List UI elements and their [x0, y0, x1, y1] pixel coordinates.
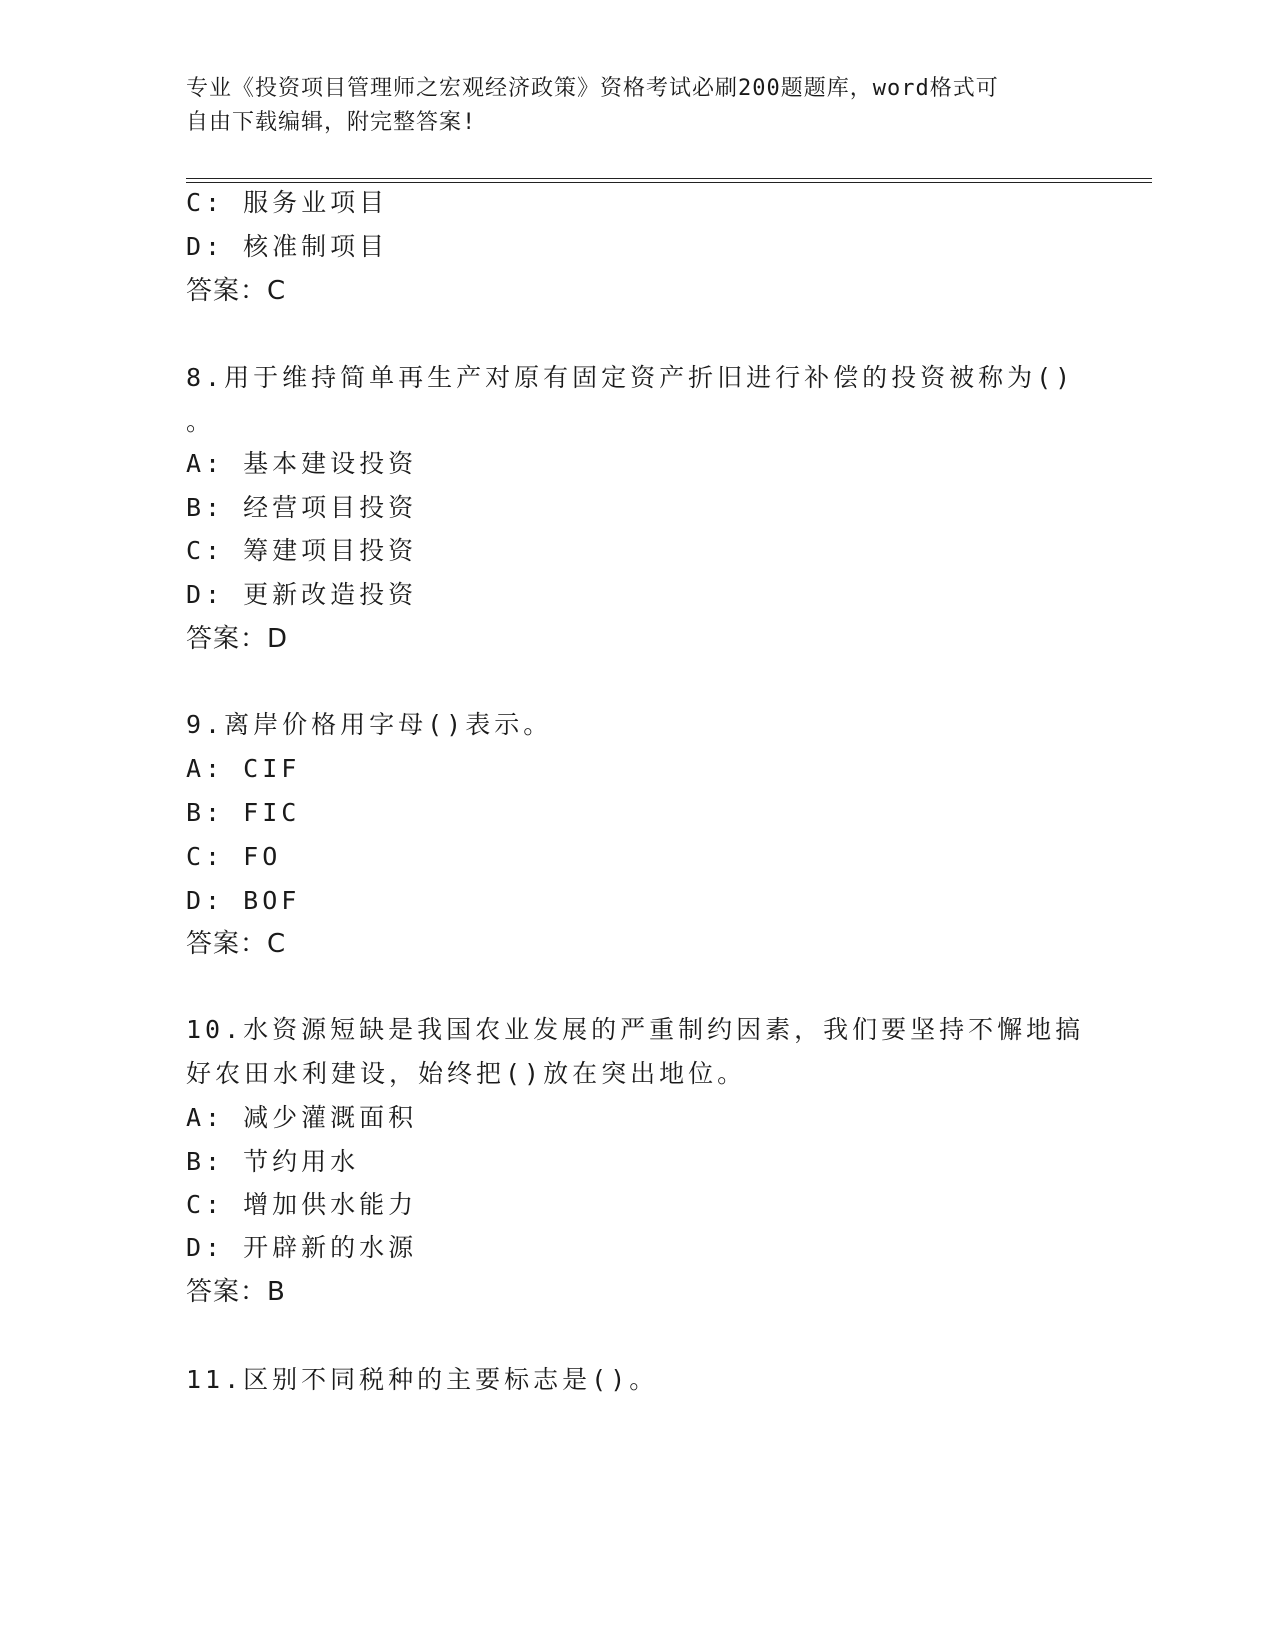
q9-option-d: D: BOF	[186, 886, 301, 915]
header-line-1: 专业《投资项目管理师之宏观经济政策》资格考试必刷200题题库，word格式可	[186, 76, 999, 101]
header-divider-bottom	[186, 182, 1152, 183]
q8-option-b: B: 经营项目投资	[186, 493, 418, 522]
q8-option-c: C: 筹建项目投资	[186, 536, 418, 565]
q8-answer: 答案：D	[186, 624, 289, 654]
q10-option-d: D: 开辟新的水源	[186, 1233, 418, 1262]
q10-option-c: C: 增加供水能力	[186, 1190, 418, 1219]
q9-option-b: B: FIC	[186, 798, 301, 827]
q7-answer: 答案：C	[186, 276, 287, 306]
q9-option-c: C: FO	[186, 842, 282, 871]
q9-answer: 答案：C	[186, 929, 287, 959]
q7-option-c: C: 服务业项目	[186, 188, 389, 217]
q10-option-b: B: 节约用水	[186, 1147, 360, 1176]
header-line-2: 自由下载编辑，附完整答案!	[186, 110, 477, 135]
document-header	[186, 72, 1066, 140]
q10-answer: 答案：B	[186, 1277, 286, 1307]
header-divider-top	[186, 178, 1152, 179]
q10-stem-line-1: 10.水资源短缺是我国农业发展的严重制约因素，我们要坚持不懈地搞	[186, 1015, 1085, 1044]
q10-stem-line-2: 好农田水利建设，始终把()放在突出地位。	[186, 1059, 747, 1088]
q10-option-a: A: 减少灌溉面积	[186, 1103, 418, 1132]
q7-option-d: D: 核准制项目	[186, 232, 389, 261]
q9-stem: 9.离岸价格用字母()表示。	[186, 710, 553, 739]
q9-option-a: A: CIF	[186, 754, 301, 783]
q8-option-d: D: 更新改造投资	[186, 580, 418, 609]
q8-option-a: A: 基本建设投资	[186, 449, 418, 478]
q8-stem-line-1: 8.用于维持简单再生产对原有固定资产折旧进行补偿的投资被称为()	[186, 363, 1075, 392]
q8-stem-line-2: 。	[186, 407, 216, 436]
q11-stem: 11.区别不同税种的主要标志是()。	[186, 1365, 659, 1394]
